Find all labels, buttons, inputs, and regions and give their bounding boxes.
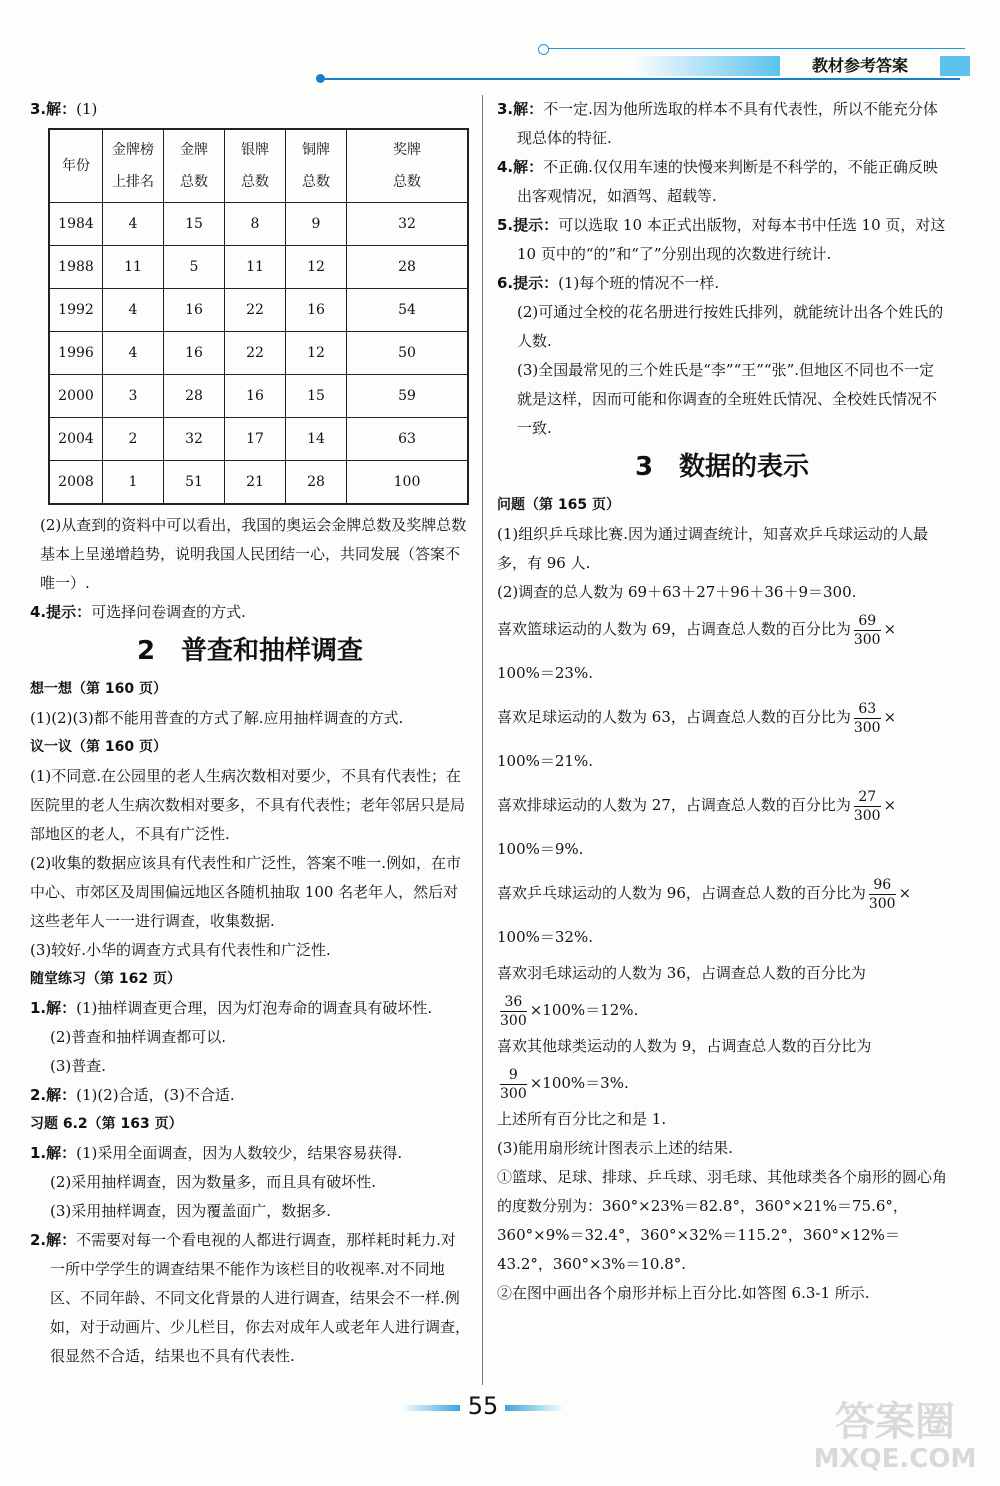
table-row — [49, 246, 468, 289]
table-row — [49, 289, 468, 332]
section-2-heading: 2 普查和抽样调查 — [136, 636, 364, 666]
table-cell: 1988 — [49, 246, 103, 289]
discuss-paragraph: (2)收集的数据应该具有代表性和广泛性，答案不唯一.例如，在市中心、市郊区及周围偏远地区各随机抽取 100 名老年人，然后对这些老年人一一进行调查，收集数据. — [30, 854, 462, 930]
table-cell: 16 — [164, 332, 225, 375]
table-cell: 4 — [103, 332, 164, 375]
table-cell: 4 — [103, 203, 164, 246]
exercise-heading: 习题 6.2（第 163 页） — [30, 1116, 183, 1132]
practice-1c: (3)普查. — [50, 1057, 107, 1075]
table-cell: 16 — [164, 289, 225, 332]
table-row — [49, 332, 468, 375]
table-cell: 28 — [286, 461, 347, 505]
header-title: 教材参考答案 — [811, 56, 908, 75]
table-cell: 22 — [225, 289, 286, 332]
percent-pingpong: 喜欢乒乓球运动的人数为 96，占调查总人数的百分比为 $\frac{96}{300}$ × — [497, 876, 912, 912]
table-cell: 12 — [286, 332, 347, 375]
fraction: $\frac{9}{300}$ — [500, 1066, 527, 1102]
table-header-cell: 银牌 总数 — [225, 129, 286, 203]
footer-bar-right — [505, 1405, 565, 1411]
table-cell: 1992 — [49, 289, 103, 332]
percent-basketball-result: 100%＝23%. — [497, 664, 593, 682]
practice-1: 1.解：(1)抽样调查更合理，因为灯泡寿命的调查具有破坏性. — [30, 999, 433, 1017]
column-divider — [482, 95, 483, 1385]
fraction: $\frac{63}{300}$ — [853, 700, 881, 736]
table-cell: 5 — [164, 246, 225, 289]
table-cell: 8 — [225, 203, 286, 246]
left-column — [30, 95, 470, 1371]
percent-football-result: 100%＝21%. — [497, 752, 593, 770]
fraction: $\frac{36}{300}$ — [500, 993, 527, 1029]
table-cell: 54 — [347, 289, 469, 332]
table-cell: 1984 — [49, 203, 103, 246]
answer-6: 6.提示：(1)每个班的情况不一样. — [497, 274, 720, 292]
table-cell: 16 — [286, 289, 347, 332]
percent-other-result: $\frac{9}{300}$ ×100%＝3%. — [500, 1066, 629, 1102]
problem-part3-a: ①篮球、足球、排球、乒乓球、羽毛球、其他球类各个扇形的圆心角的度数分别为：360°×23%＝82.8°，360°×21%＝75.6°，360°×9%＝32.4°，360°×32%＝115.2°，360°×12%＝43.2°，360°×3%＝10.8°. — [497, 1168, 948, 1273]
table-header-cell: 年份 — [49, 129, 103, 203]
problem-part1: (1)组织乒乓球比赛.因为通过调查统计，知喜欢乒乓球运动的人最多，有 96 人. — [497, 525, 929, 572]
table-header-cell: 铜牌 总数 — [286, 129, 347, 203]
table-cell: 2004 — [49, 418, 103, 461]
table-cell: 2 — [103, 418, 164, 461]
discuss-paragraph: (1)不同意.在公园里的老人生病次数相对要少，不具有代表性；在医院里的老人生病次数相对要多，不具有代表性；老年邻居只是局部地区的老人，不具有广泛性. — [30, 767, 466, 843]
table-cell: 50 — [347, 332, 469, 375]
percent-basketball: 喜欢篮球运动的人数为 69，占调查总人数的百分比为 $\frac{69}{300}$ × — [497, 612, 897, 648]
table-cell: 22 — [225, 332, 286, 375]
percent-sum: 上述所有百分比之和是 1. — [497, 1110, 667, 1128]
exercise-1: 1.解：(1)采用全面调查，因为人数较少，结果容易获得. — [30, 1144, 403, 1162]
problem-part3: (3)能用扇形统计图表示上述的结果. — [497, 1139, 734, 1157]
right-column — [497, 95, 947, 1308]
table-cell: 15 — [286, 375, 347, 418]
table-cell: 63 — [347, 418, 469, 461]
table-cell: 32 — [164, 418, 225, 461]
percent-pingpong-result: 100%＝32%. — [497, 928, 593, 946]
percent-badminton-result: $\frac{36}{300}$ ×100%＝12%. — [500, 993, 639, 1029]
discuss-heading: 议一议（第 160 页） — [30, 739, 167, 755]
answer-6b: (2)可通过全校的花名册进行按姓氏排列，就能统计出各个姓氏的人数. — [517, 303, 944, 350]
header-tail-band — [940, 56, 970, 76]
percent-volleyball: 喜欢排球运动的人数为 27，占调查总人数的百分比为 $\frac{27}{300}$ × — [497, 788, 897, 824]
table-header-cell: 奖牌 总数 — [347, 129, 469, 203]
problem-part3-b: ②在图中画出各个扇形并标上百分比.如答图 6.3-1 所示. — [497, 1284, 870, 1302]
practice-heading: 随堂练习（第 162 页） — [30, 971, 181, 987]
answer-5: 5.提示：可以选取 10 本正式出版物，对每本书中任选 10 页，对这 10 页中的“的”和“了”分别出现的次数进行统计. — [497, 216, 946, 263]
medal-table — [48, 128, 469, 505]
answer-3: 3.解：不一定.因为他所选取的样本不具有代表性，所以不能充分体现总体的特征. — [497, 100, 938, 147]
table-row — [49, 203, 468, 246]
page-number: 55 — [467, 1392, 499, 1420]
table-cell: 21 — [225, 461, 286, 505]
percent-volleyball-result: 100%＝9%. — [497, 840, 584, 858]
practice-1b: (2)普查和抽样调查都可以. — [50, 1028, 227, 1046]
table-row — [49, 418, 468, 461]
table-row — [49, 375, 468, 418]
table-header-cell: 金牌榜 上排名 — [103, 129, 164, 203]
table-cell: 100 — [347, 461, 469, 505]
header-ornament-dot-left — [316, 74, 325, 83]
table-cell: 11 — [225, 246, 286, 289]
table-cell: 16 — [225, 375, 286, 418]
table-cell: 28 — [347, 246, 469, 289]
table-cell: 1996 — [49, 332, 103, 375]
table-cell: 14 — [286, 418, 347, 461]
problem-heading: 问题（第 165 页） — [497, 497, 620, 513]
think-text: (1)(2)(3)都不能用普查的方式了解.应用抽样调查的方式. — [30, 709, 404, 727]
table-cell: 4 — [103, 289, 164, 332]
exercise-2: 2.解：不需要对每一个看电视的人都进行调查，那样耗时耗力.对一所中学学生的调查结果不能作为该栏目的收视率.对不同地区、不同年龄、不同文化背景的人进行调查，结果会不一样.例如，对于动画片、少儿栏目，你去对成年人或老年人进行调查，很显然不合适，结果也不具有代表性. — [30, 1231, 471, 1365]
problem-part2: (2)调查的总人数为 69＋63＋27＋96＋36＋9＝300. — [497, 583, 857, 601]
percent-badminton: 喜欢羽毛球运动的人数为 36，占调查总人数的百分比为 — [497, 964, 866, 982]
table-cell: 3 — [103, 375, 164, 418]
table-cell: 59 — [347, 375, 469, 418]
header-gradient-band — [630, 56, 780, 76]
table-cell: 51 — [164, 461, 225, 505]
watermark: 答案圈 MXQE.COM — [813, 1399, 977, 1474]
fraction: $\frac{96}{300}$ — [868, 876, 896, 912]
answer-4: 4.解：不正确.仅仅用车速的快慢来判断是不科学的，不能正确反映出客观情况，如酒驾、超载等. — [497, 158, 938, 205]
table-cell: 1 — [103, 461, 164, 505]
table-cell: 2008 — [49, 461, 103, 505]
table-cell: 9 — [286, 203, 347, 246]
table-row — [49, 461, 468, 505]
table-header-row — [49, 129, 468, 203]
table-cell: 17 — [225, 418, 286, 461]
table-header-cell: 金牌 总数 — [164, 129, 225, 203]
table-cell: 12 — [286, 246, 347, 289]
exercise-1c: (3)采用抽样调查，因为覆盖面广，数据多. — [50, 1202, 332, 1220]
exercise-1b: (2)采用抽样调查，因为数量多，而且具有破坏性. — [50, 1173, 377, 1191]
header-ornament-dot — [538, 44, 549, 55]
fraction: $\frac{27}{300}$ — [853, 788, 881, 824]
fraction: $\frac{69}{300}$ — [853, 612, 881, 648]
q3-part2: (2)从查到的资料中可以看出，我国的奥运会金牌总数及奖牌总数基本上呈递增趋势，说明我国人民团结一心，共同发展（答案不唯一）. — [40, 516, 467, 592]
table-cell: 11 — [103, 246, 164, 289]
table-cell: 2000 — [49, 375, 103, 418]
percent-football: 喜欢足球运动的人数为 63，占调查总人数的百分比为 $\frac{63}{300}$ × — [497, 700, 897, 736]
section-3-heading: 3 数据的表示 — [634, 452, 810, 482]
practice-2: 2.解：(1)(2)合适，(3)不合适. — [30, 1086, 235, 1104]
footer-bar-left — [400, 1405, 460, 1411]
percent-other: 喜欢其他球类运动的人数为 9，占调查总人数的百分比为 — [497, 1037, 872, 1055]
table-cell: 28 — [164, 375, 225, 418]
table-cell: 32 — [347, 203, 469, 246]
think-heading: 想一想（第 160 页） — [30, 681, 167, 697]
header-rule-top — [545, 48, 965, 49]
q4-hint: 4.提示：可选择问卷调查的方式. — [30, 603, 246, 621]
table-cell: 15 — [164, 203, 225, 246]
q3-heading: 3.解：(1) — [30, 100, 98, 118]
discuss-paragraph: (3)较好.小华的调查方式具有代表性和广泛性. — [30, 941, 331, 959]
answer-6c: (3)全国最常见的三个姓氏是“李”“王”“张”.但地区不同也不一定就是这样，因而可能和你调查的全班姓氏情况、全校姓氏情况不一致. — [517, 361, 938, 437]
